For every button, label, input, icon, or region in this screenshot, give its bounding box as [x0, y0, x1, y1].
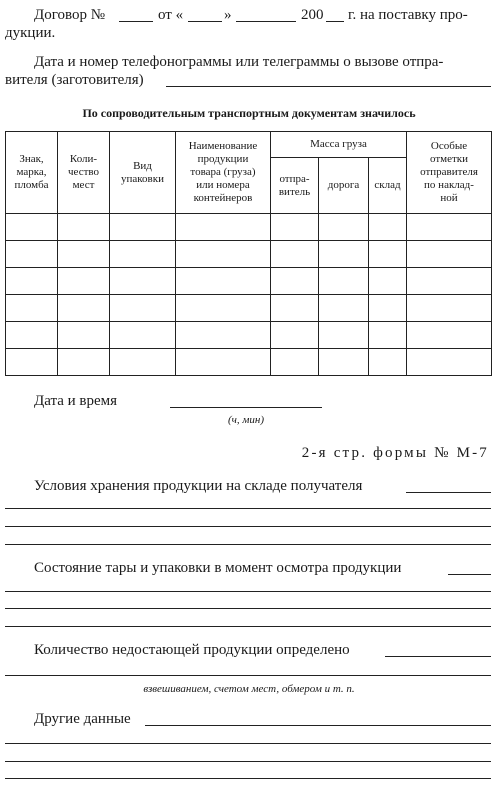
table-cell[interactable]	[176, 214, 271, 241]
table-cell[interactable]	[407, 349, 492, 376]
table-cell[interactable]	[369, 268, 407, 295]
datetime-label: Дата и время	[34, 393, 118, 409]
table-cell[interactable]	[271, 322, 319, 349]
table-cell[interactable]	[58, 268, 110, 295]
table-cell[interactable]	[58, 349, 110, 376]
col-header-sign: Знак, марка, пломба	[6, 132, 58, 214]
contract-number-field[interactable]	[119, 21, 153, 22]
shortage-label: Количество недостающей продукции определено	[34, 642, 350, 658]
container-field[interactable]	[448, 574, 491, 575]
table-cell[interactable]	[319, 295, 369, 322]
table-cell[interactable]	[6, 268, 58, 295]
telephone-label-cont: вителя (заготовителя)	[5, 72, 144, 88]
table-cell[interactable]	[110, 214, 176, 241]
contract-label: Договор №	[34, 7, 106, 23]
table-cell[interactable]	[407, 322, 492, 349]
table-cell[interactable]	[319, 268, 369, 295]
table-row	[6, 322, 492, 349]
table-cell[interactable]	[319, 322, 369, 349]
table-row	[6, 268, 492, 295]
contract-year-field[interactable]	[326, 21, 344, 22]
storage-field[interactable]	[406, 492, 491, 493]
table-cell[interactable]	[319, 349, 369, 376]
shortage-line[interactable]	[5, 675, 491, 676]
table-row	[6, 349, 492, 376]
other-field[interactable]	[145, 725, 491, 726]
table-row	[6, 214, 492, 241]
storage-line[interactable]	[5, 526, 491, 527]
col-header-quantity: Коли- чество мест	[58, 132, 110, 214]
datetime-caption: (ч, мин)	[227, 414, 265, 426]
table-cell[interactable]	[369, 349, 407, 376]
col-header-mass-sender: отпра- витель	[271, 158, 319, 214]
contract-subject-text: г. на поставку про-	[348, 7, 468, 23]
contract-from-label: от «	[158, 7, 184, 23]
other-line[interactable]	[5, 761, 491, 762]
table-cell[interactable]	[58, 295, 110, 322]
table-cell[interactable]	[176, 241, 271, 268]
table-cell[interactable]	[271, 295, 319, 322]
storage-line[interactable]	[5, 544, 491, 545]
col-header-mass-road: дорога	[319, 158, 369, 214]
col-header-mass-warehouse: склад	[369, 158, 407, 214]
table-row	[6, 295, 492, 322]
table-cell[interactable]	[369, 295, 407, 322]
table-row	[6, 241, 492, 268]
table-cell[interactable]	[110, 295, 176, 322]
table-cell[interactable]	[110, 322, 176, 349]
table-heading: По сопроводительным транспортным документам значилось	[82, 106, 416, 120]
table-cell[interactable]	[110, 349, 176, 376]
table-cell[interactable]	[58, 214, 110, 241]
container-label: Состояние тары и упаковки в момент осмотра продукции	[34, 560, 402, 576]
other-label: Другие данные	[34, 711, 131, 727]
col-header-product: Наименование продукции товара (груза) или номера контейнеров	[176, 132, 271, 214]
table-cell[interactable]	[6, 241, 58, 268]
table-cell[interactable]	[6, 295, 58, 322]
table-cell[interactable]	[271, 241, 319, 268]
table-cell[interactable]	[407, 295, 492, 322]
table-cell[interactable]	[6, 349, 58, 376]
contract-month-field[interactable]	[236, 21, 296, 22]
table-cell[interactable]	[407, 268, 492, 295]
table-cell[interactable]	[319, 214, 369, 241]
table-cell[interactable]	[319, 241, 369, 268]
table-cell[interactable]	[58, 322, 110, 349]
table-cell[interactable]	[176, 322, 271, 349]
table-cell[interactable]	[369, 322, 407, 349]
table-cell[interactable]	[58, 241, 110, 268]
table-cell[interactable]	[407, 241, 492, 268]
table-cell[interactable]	[176, 268, 271, 295]
contract-day-field[interactable]	[188, 21, 222, 22]
table-cell[interactable]	[110, 241, 176, 268]
table-cell[interactable]	[407, 214, 492, 241]
table-cell[interactable]	[369, 241, 407, 268]
storage-line[interactable]	[5, 508, 491, 509]
contract-year-prefix: 200	[301, 7, 324, 23]
table-cell[interactable]	[176, 295, 271, 322]
contract-subject-text-cont: дукции.	[5, 25, 56, 41]
page-marker: 2-я стр. формы № М-7	[301, 445, 489, 461]
datetime-field[interactable]	[170, 407, 322, 408]
storage-label: Условия хранения продукции на складе получателя	[34, 478, 363, 494]
transport-documents-table	[5, 131, 492, 376]
table-cell[interactable]	[271, 268, 319, 295]
other-line[interactable]	[5, 743, 491, 744]
other-line[interactable]	[5, 778, 491, 779]
shortage-caption: взвешиванием, счетом мест, обмером и т. п.	[143, 683, 355, 695]
container-line[interactable]	[5, 608, 491, 609]
contract-quote-close: »	[224, 7, 232, 23]
col-header-mass: Масса груза	[271, 132, 407, 158]
container-line[interactable]	[5, 626, 491, 627]
table-cell[interactable]	[176, 349, 271, 376]
table-cell[interactable]	[6, 214, 58, 241]
container-line[interactable]	[5, 591, 491, 592]
col-header-packaging: Вид упаковки	[110, 132, 176, 214]
table-cell[interactable]	[110, 268, 176, 295]
telephone-label: Дата и номер телефонограммы или телеграммы о вызове отпра-	[34, 54, 444, 70]
table-cell[interactable]	[6, 322, 58, 349]
table-cell[interactable]	[369, 214, 407, 241]
table-cell[interactable]	[271, 214, 319, 241]
table-cell[interactable]	[271, 349, 319, 376]
col-header-notes: Особые отметки отправителя по наклад- ной	[407, 132, 492, 214]
telephone-field[interactable]	[166, 86, 491, 87]
shortage-field[interactable]	[385, 656, 491, 657]
